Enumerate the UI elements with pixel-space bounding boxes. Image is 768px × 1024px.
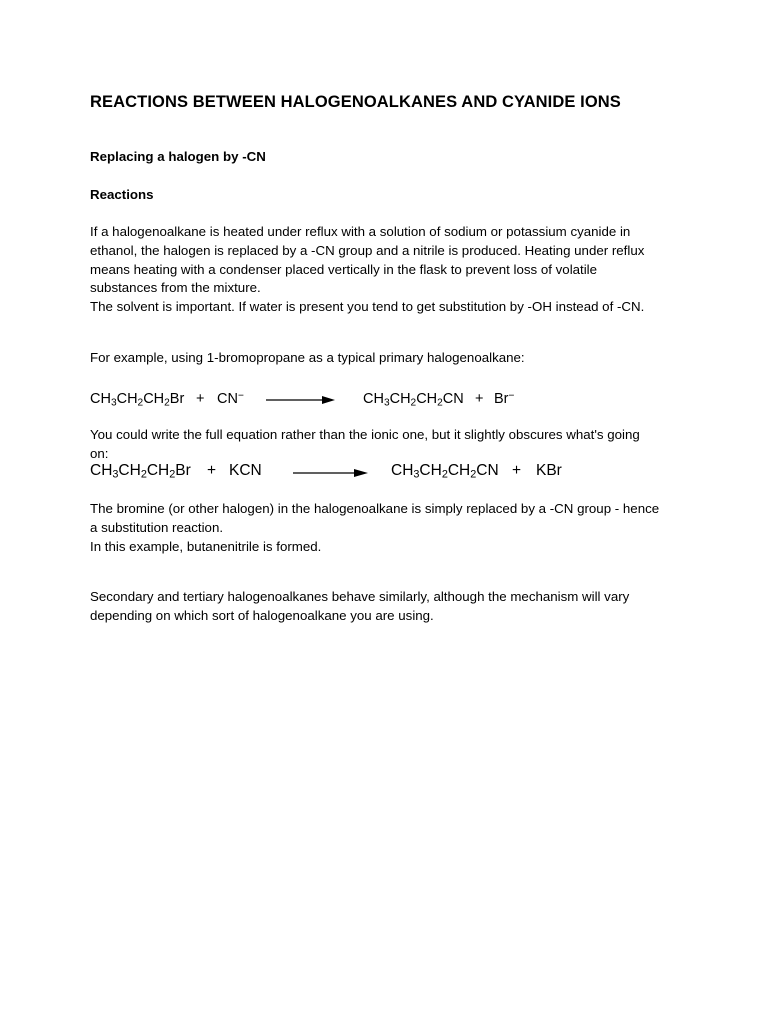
text-line: on: (90, 445, 109, 461)
plus-sign: + (207, 462, 217, 479)
paragraph-reflux (90, 223, 690, 317)
text-line: substances from the mixture. (90, 280, 261, 296)
text-line: Secondary and tertiary halogenoalkanes behave similarly, although the mechanism will vary (90, 589, 630, 604)
text-line: depending on which sort of halogenoalkane you are using. (90, 607, 434, 623)
product-potassium-bromide: KBr (536, 462, 562, 479)
reaction-arrow-icon (266, 394, 336, 406)
text-line: ethanol, the halogen is replaced by a -CN group and a nitrile is produced. Heating under reflux (90, 242, 645, 258)
text-line: The bromine (or other halogen) in the halogenoalkane is simply replaced by a -CN group - hence (90, 501, 660, 516)
plus-sign: + (196, 391, 205, 407)
paragraph-substitution (90, 500, 690, 556)
reactant-1-bromopropane: $CH_3CH_2CH_2Br$ (90, 462, 191, 481)
text-line: The solvent is important. If water is present you tend to get substitution by -OH instead of -CN. (90, 299, 645, 315)
plus-sign: + (475, 391, 484, 407)
paragraph-example: For example, using 1-bromopropane as a typical primary halogenoalkane: (90, 350, 525, 365)
paragraph-secondary-tertiary (90, 588, 690, 626)
product-butanenitrile: $CH_3CH_2CH_2CN$ (363, 391, 464, 409)
equation-ionic (90, 391, 690, 415)
product-butanenitrile: $CH_3CH_2CH_2CN$ (391, 462, 499, 481)
plus-sign: + (512, 462, 522, 479)
equation-full (90, 462, 690, 486)
reaction-arrow-icon (293, 467, 369, 479)
text-line: a substitution reaction. (90, 519, 224, 535)
subheading-reactions: Reactions (90, 187, 154, 202)
text-line: If a halogenoalkane is heated under reflux with a solution of sodium or potassium cyanide in (90, 224, 631, 239)
text-line: In this example, butanenitrile is formed. (90, 538, 322, 554)
subheading-replacing-halogen: Replacing a halogen by -CN (90, 149, 266, 164)
text-line: You could write the full equation rather than the ionic one, but it slightly obscures what's going (90, 427, 640, 442)
paragraph-full-equation (90, 426, 690, 464)
reactant-potassium-cyanide: KCN (229, 462, 262, 479)
page-title: REACTIONS BETWEEN HALOGENOALKANES AND CYANIDE IONS (90, 93, 621, 111)
reactant-cyanide-ion: CN− (217, 390, 244, 407)
text-line: means heating with a condenser placed vertically in the flask to prevent loss of volatile (90, 261, 598, 277)
product-bromide-ion: Br− (494, 390, 515, 407)
reactant-1-bromopropane: $CH_3CH_2CH_2Br$ (90, 391, 185, 409)
